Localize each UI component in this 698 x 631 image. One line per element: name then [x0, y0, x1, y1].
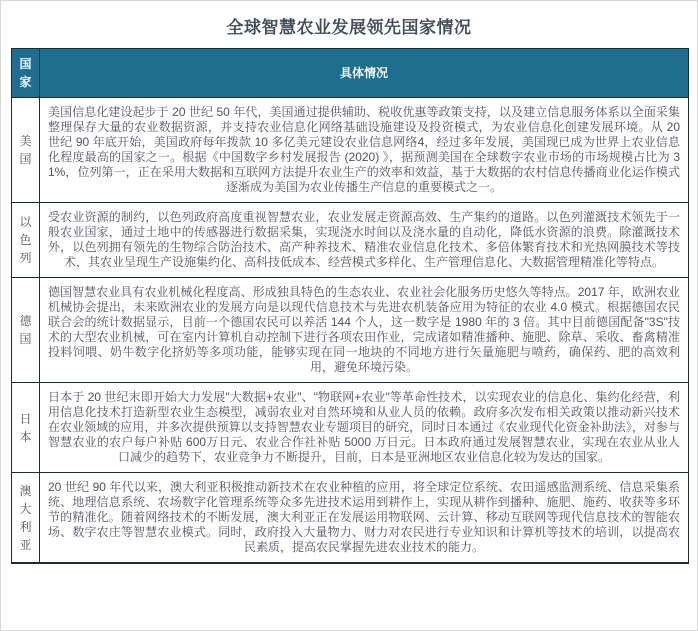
- table-row: [12, 278, 689, 383]
- detail-cell: 20 世纪 90 年代以来，澳大利亚积极推动新技术在农业种植的应用，将全球定位系统、农田遥感监测系统、信息采集系统、地理信息系统、农场数字化管理系统等众多先进技术运用到耕作上，实现从耕作到播种、施肥、施药、收获等多环节的精准化。随着网络技术的不断发展，澳大利亚正在发展运用物联网、云计算、移动互联网等现代信息技术的智能农场、数字农庄等智慧农业模式。同时，政府投入大量物力、财力对农民进行专业知识和计算机等技术的培训，以提高农民素质，提高农民掌握先进农业技术的能力。: [40, 473, 689, 564]
- table-row: [12, 473, 689, 564]
- table-header-row: [12, 49, 689, 98]
- country-cell: 美国: [12, 98, 40, 203]
- country-cell: 以色列: [12, 203, 40, 278]
- country-cell: 德国: [12, 278, 40, 383]
- smart-agriculture-table: [11, 48, 689, 564]
- country-cell: 澳大利亚: [12, 473, 40, 564]
- detail-cell: 受农业资源的制约，以色列政府高度重视智慧农业，农业发展走资源高效、生产集约的道路。以色列灌溉技术领先于一般农业国家，通过土地中的传感器进行数据采集，实现浇水时间以及浇水量的自动化，降低水资源的浪费。除灌溉技术外，以色列拥有领先的生物综合防治技术、高产种养技术、精准农业信息化技术、多倍体繁育技术和光热网膜技术等技术，其农业呈现生产设施集约化、高科技低成本、经营模式多样化、生产管理信息化、大数据管理精准化等特点。: [40, 203, 689, 278]
- detail-cell: 美国信息化建设起步于 20 世纪 50 年代，美国通过提供辅助、税收优惠等政策支持，以及建立信息服务体系以全面采集整理保存大量的农业数据资源，并支持农业信息化网络基础设施建设及投资模式，为农业信息化创建发展环境。从 20 世纪 90 年底开始，美国政府每年拨款 10 多亿美元建设农业信息网络4，经过多年发展，美国现已成为世界上农业信息化程度最高的国家之一。根据《中国数字乡村发展报告 (2020) 》，据预测美国在全球数字农业市场的市场规模占比为 31%，位列第一，正在采用大数据和互联网方法提升农业生产的效率和效益，基于大数据的农村信息传播商业化运作模式逐渐成为美国为农业传播生产信息的重要模式之一。: [40, 98, 689, 203]
- report-page: [1, 1, 697, 564]
- page-title: 全球智慧农业发展领先国家情况: [226, 18, 472, 37]
- country-cell: 日本: [12, 383, 40, 473]
- detail-cell: 德国智慧农业具有农业机械化程度高、形成独具特色的生态农业、农业社会化服务历史悠久等特点。2017 年，欧洲农业机械协会提出，未来欧洲农业的发展方向是以现代信息技术与先进农机装备应用为特征的农业 4.0 模式。根据德国农民联合会的统计数据显示，目前一个德国农民可以养活 144 个人，这一数字是 1980 年的 3 倍。其中目前德国配备"3S"技术的大型农业机械，可在室内计算机自动控制下进行各项农田作业，完成诸如精准播种、施肥、除草、采收、畜禽精准投料饲喂、奶牛数字化挤奶等多项功能，能够实现在同一地块的不同地方进行矢量施肥与喷药，确保药、肥的高效利用，避免环境污染。: [40, 278, 689, 383]
- table-row: [12, 203, 689, 278]
- table-row: [12, 98, 689, 203]
- table-row: [12, 383, 689, 473]
- header-cell-detail: 具体情况: [40, 49, 689, 98]
- detail-cell: 日本于 20 世纪末即开始大力发展"大数据+农业"、"物联网+农业"等革命性技术，以实现农业的信息化、集约化经营，利用信息化技术打造新型农业生态模型，减弱农业对自然环境和从业人员的依赖。政府多次发布相关政策以推动新兴技术在农业领域的应用，并多次提供预算以支持智慧农业专题项目的研究，同时日本通过《农业现代化资金补助法》，对参与智慧农业的农户每户补贴 600万日元、农业合作社补贴 5000 万日元。日本政府通过发展智慧农业，实现在农业从业人口减少的趋势下，农业竞争力不断提升，目前，日本是亚洲地区农业信息化较为发达的国家。: [40, 383, 689, 473]
- header-cell-country: 国家: [12, 49, 40, 98]
